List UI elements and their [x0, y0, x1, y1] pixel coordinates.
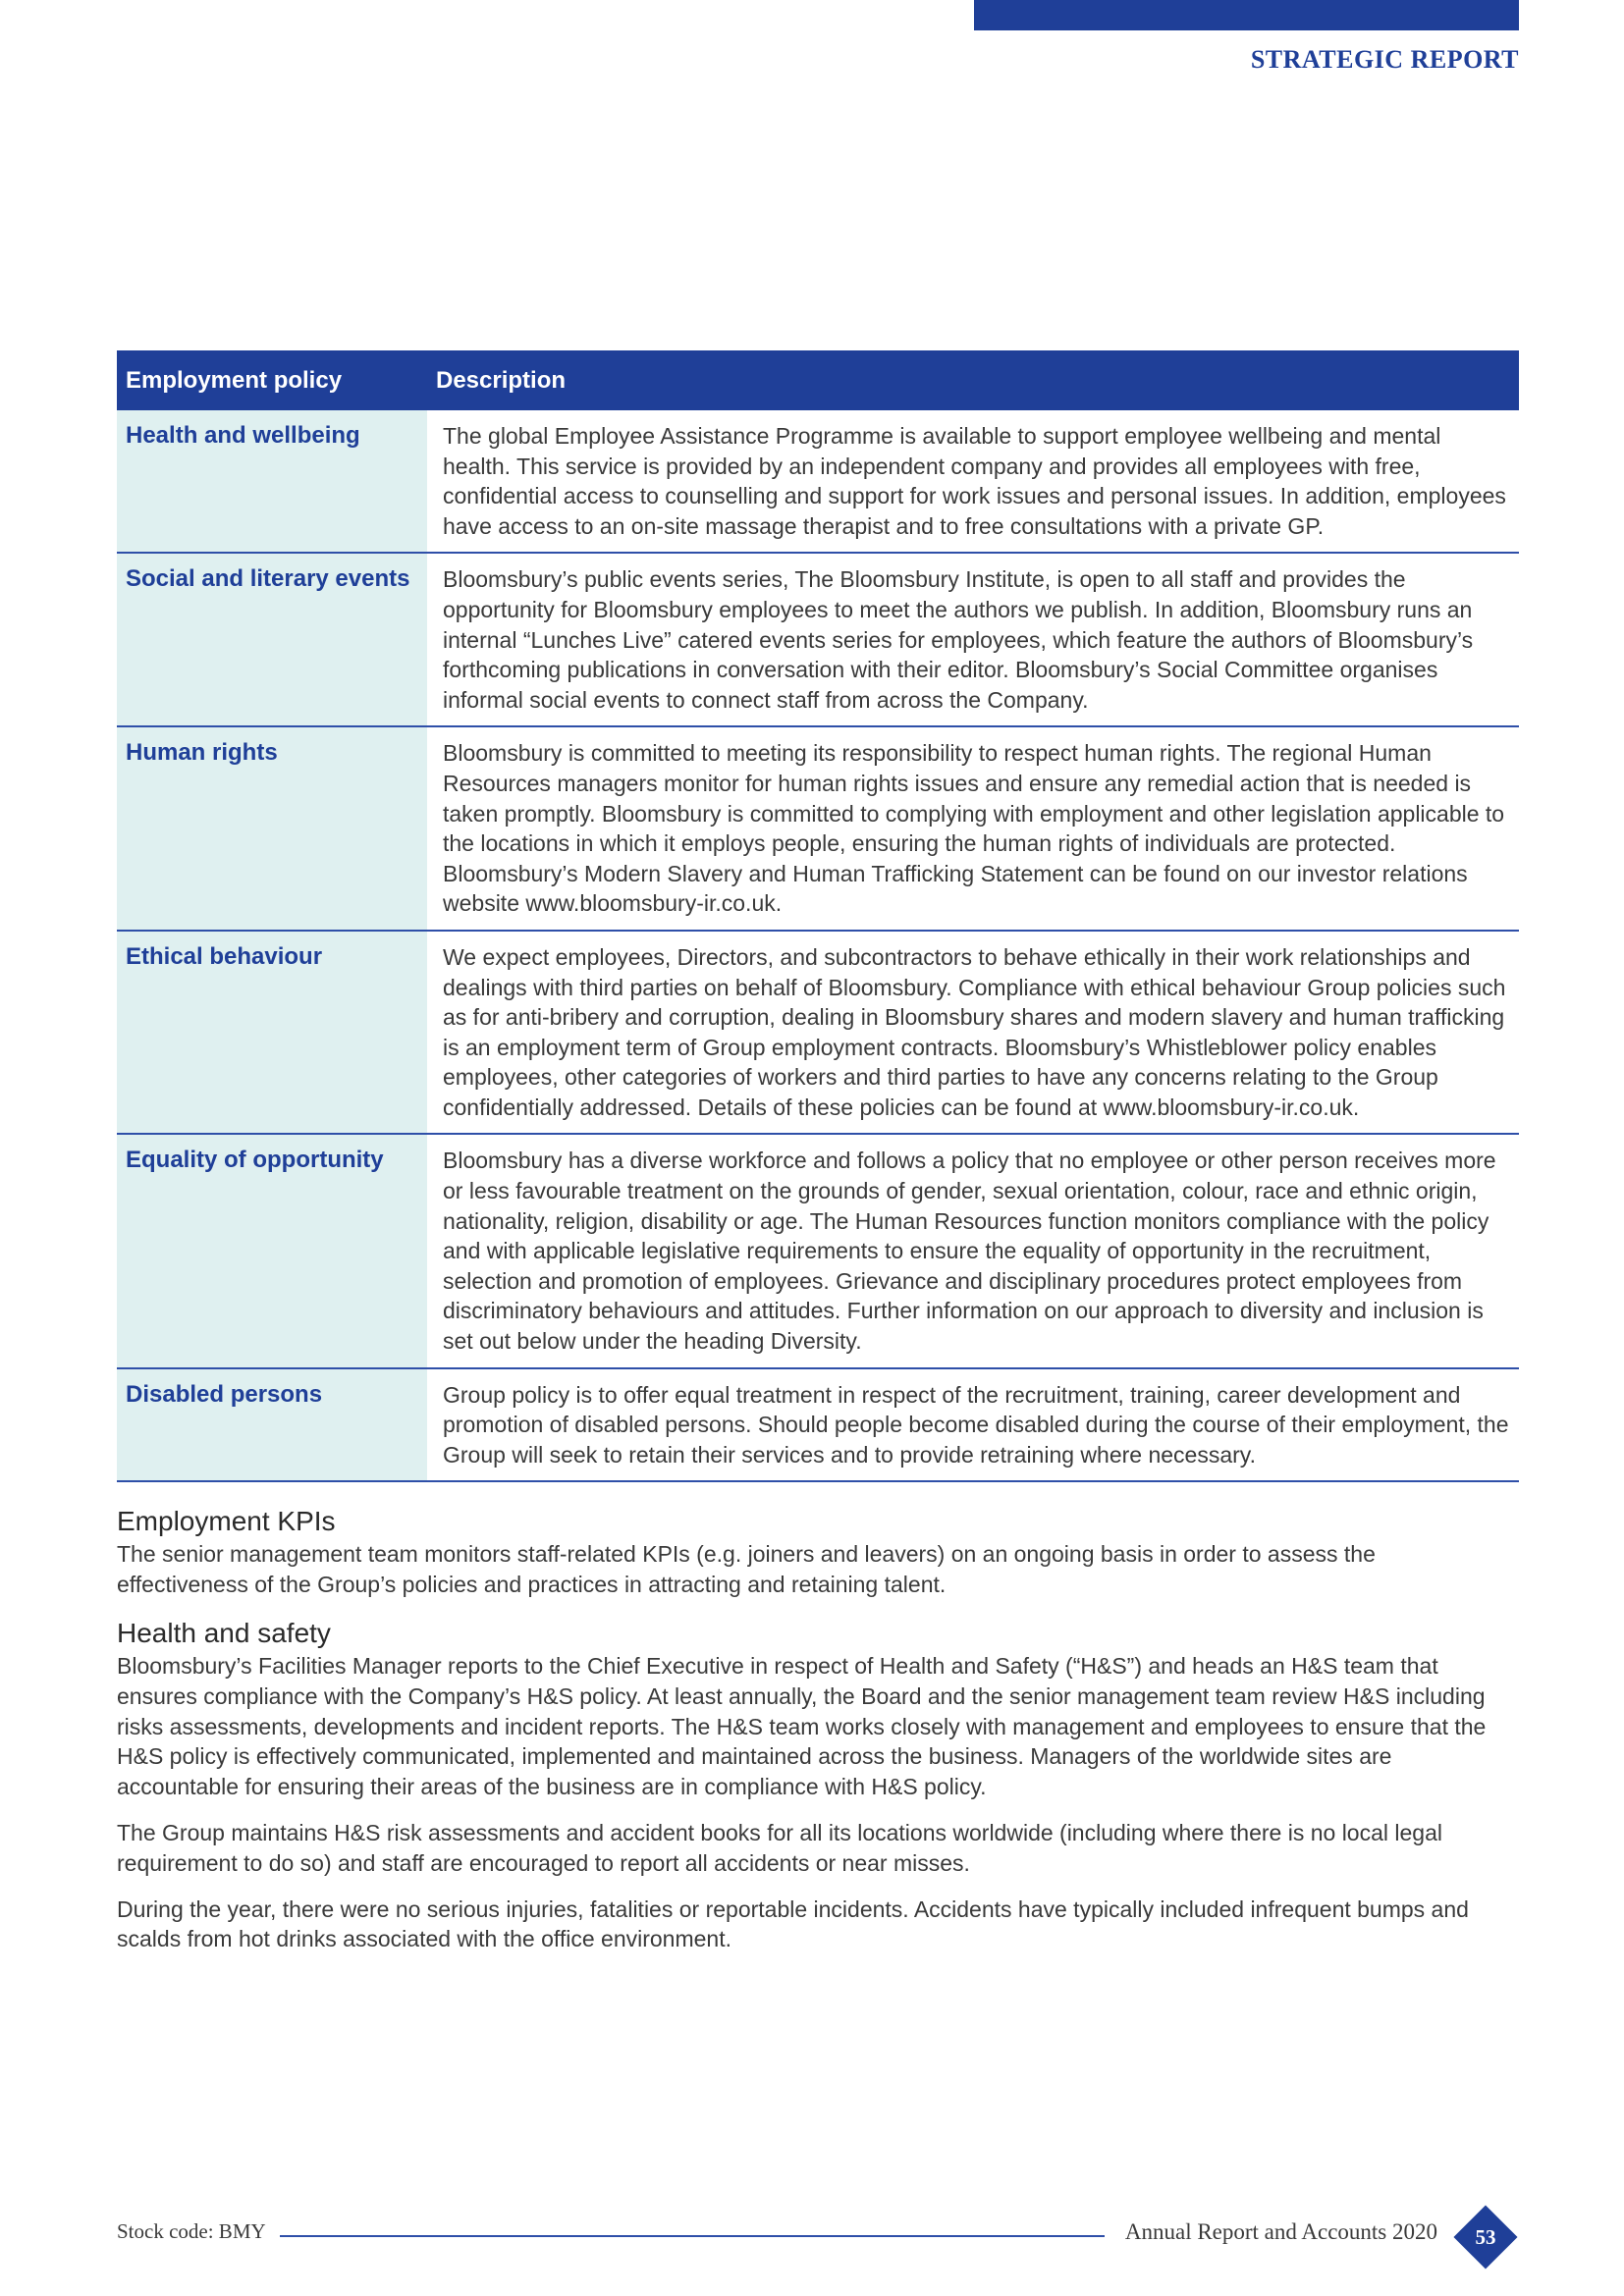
table-row — [117, 931, 1519, 1135]
policy-name: Disabled persons — [117, 1368, 427, 1482]
health-safety-section — [117, 1618, 1511, 1970]
policy-description: We expect employees, Directors, and subcontractors to behave ethically in their work relationships and dealings with third parties on behalf of Bloomsbury. Compliance with ethical behaviour Group policies such as for anti-bribery and corruption, dealing in Bloomsbury shares and modern slavery and human trafficking is an employment term of Group employment contracts. Bloomsbury’s Whistleblower policy enables employees, other categories of workers and third parties to have any concerns relating to the Group confidentially addressed. Details of these policies can be found at www.bloomsbury-ir.co.uk. — [427, 931, 1519, 1135]
page-number: 53 — [1475, 2225, 1496, 2249]
table-row — [117, 1368, 1519, 1482]
policy-description: Bloomsbury is committed to meeting its responsibility to respect human rights. The regional Human Resources managers monitor for human rights issues and ensure any remedial action that is needed is taken promptly. Bloomsbury is committed to complying with employment and other legislation applicable to the locations in which it employs people, ensuring the human rights of individuals are protected. Bloomsbury’s Modern Slavery and Human Trafficking Statement can be found on our investor relations website www.bloomsbury-ir.co.uk. — [427, 726, 1519, 931]
report-title: Annual Report and Accounts 2020 — [1124, 2219, 1437, 2244]
policy-name: Ethical behaviour — [117, 931, 427, 1135]
column-header-policy: Employment policy — [117, 350, 427, 410]
health-safety-paragraph: During the year, there were no serious injuries, fatalities or reportable incidents. Accidents have typically included infrequent bumps and scalds from hot drinks associated with the office environment. — [117, 1896, 1469, 1952]
health-safety-paragraph: Bloomsbury’s Facilities Manager reports to the Chief Executive in respect of Health and Safety (“H&S”) and heads an H&S team that ensures compliance with the Company’s H&S policy. At least annually, the Board and the senior management team review H&S including risks assessments, developments and incident reports. The H&S team works closely with management and employees to ensure that the H&S policy is effectively communicated, implemented and maintained across the business. Managers of the worldwide sites are accountable for ensuring their areas of the business are in compliance with H&S policy. — [117, 1653, 1487, 1800]
page-number-badge — [1452, 2205, 1519, 2269]
policy-description: Bloomsbury has a diverse workforce and follows a policy that no employee or other person receives more or less favourable treatment on the grounds of gender, sexual orientation, colour, race and ethnic origin, nationality, religion, disability or age. The Human Resources function monitors compliance with the policy and with applicable legislative requirements to ensure the equality of opportunity in the recruitment, selection and promotion of employees. Grievance and disciplinary procedures protect employees from discriminatory behaviours and attitudes. Further information on our approach to diversity and inclusion is set out below under the heading Diversity. — [427, 1134, 1519, 1367]
table-row — [117, 553, 1519, 726]
column-header-description: Description — [427, 350, 1519, 410]
footer-divider — [280, 2235, 1105, 2237]
table-row — [117, 726, 1519, 931]
health-safety-paragraph: The Group maintains H&S risk assessments and accident books for all its locations worldwide (including where there is no local legal requirement to do so) and staff are encouraged to report all accidents or near misses. — [117, 1819, 1442, 1876]
policy-description: The global Employee Assistance Programme is available to support employee wellbeing and mental health. This service is provided by an independent company and provides all employees with free, confidential access to counselling and support for work issues and personal issues. In addition, employees have access to an on-site massage therapist and to free consultations with a private GP. — [427, 410, 1519, 553]
health-safety-heading: Health and safety — [117, 1618, 331, 1648]
policy-name: Social and literary events — [117, 553, 427, 726]
employment-policy-table — [117, 350, 1519, 1482]
policy-name: Health and wellbeing — [117, 410, 427, 553]
header-accent-bar — [974, 0, 1519, 30]
policy-description: Group policy is to offer equal treatment in respect of the recruitment, training, career development and promotion of disabled persons. Should people become disabled during the course of their employment, the Group will seek to retain their services and to provide retraining where necessary. — [427, 1368, 1519, 1482]
table-header-row — [117, 350, 1519, 410]
kpis-paragraph: The senior management team monitors staff-related KPIs (e.g. joiners and leavers) on an ongoing basis in order to assess the effectiveness of the Group’s policies and practices in attracting and retaining talent. — [117, 1541, 1376, 1597]
stock-code: Stock code: BMY — [117, 2219, 266, 2243]
policy-name: Equality of opportunity — [117, 1134, 427, 1367]
table-row — [117, 1134, 1519, 1367]
table-row — [117, 410, 1519, 553]
section-label: STRATEGIC REPORT — [1250, 45, 1519, 74]
kpis-heading: Employment KPIs — [117, 1506, 336, 1536]
policy-description: Bloomsbury’s public events series, The Bloomsbury Institute, is open to all staff and provides the opportunity for Bloomsbury employees to meet the authors we publish. In addition, Bloomsbury runs an internal “Lunches Live” catered events series for employees, which feature the authors of Bloomsbury’s forthcoming publications in conversation with their editor. Bloomsbury’s Social Committee organises informal social events to connect staff from across the Company. — [427, 553, 1519, 726]
policy-name: Human rights — [117, 726, 427, 931]
employment-kpis-section — [117, 1506, 1511, 1616]
